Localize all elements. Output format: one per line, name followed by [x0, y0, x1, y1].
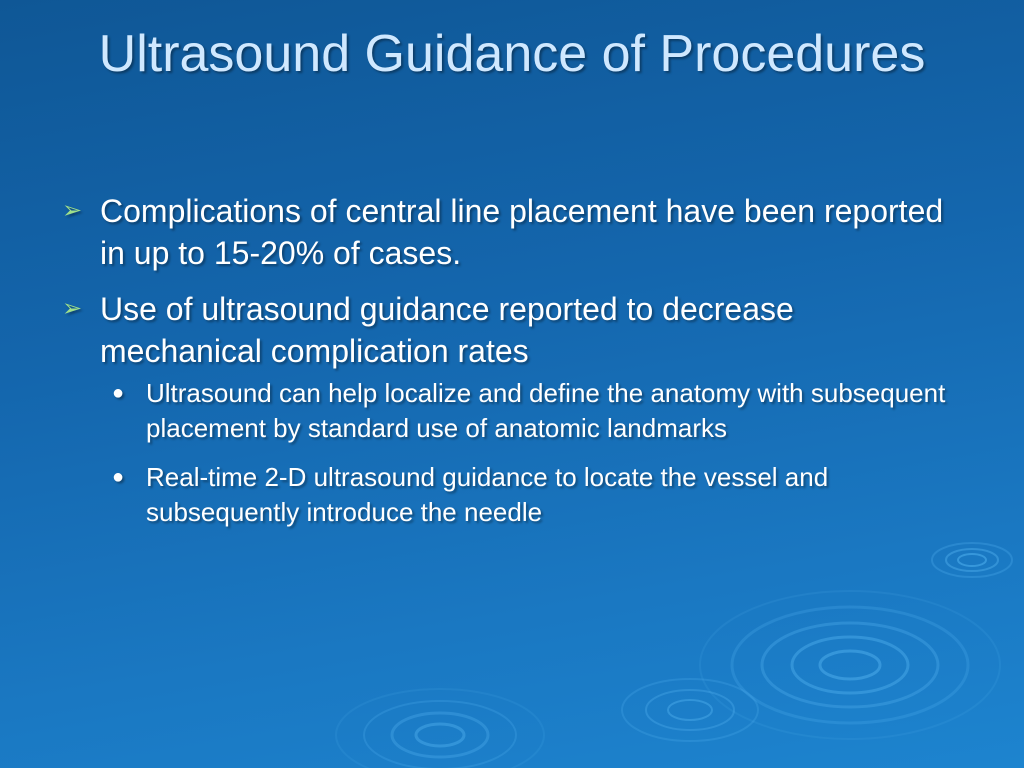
bullet-text: Complications of central line placement have been reported in up to 15-20% of cases. — [100, 193, 944, 271]
ripple-ring — [622, 679, 758, 741]
arrow-bullet-icon: ➢ — [62, 197, 83, 224]
ripple-ring — [392, 713, 488, 757]
slide-body — [62, 190, 962, 544]
ripple-ring — [792, 637, 908, 693]
bullet-text: Use of ultrasound guidance reported to decrease mechanical complication rates — [100, 291, 794, 369]
ripple-ring — [416, 724, 464, 746]
sub-bullet-item — [62, 376, 962, 446]
bullet-item — [62, 288, 962, 372]
sub-bullet-item — [62, 460, 962, 530]
ripple-ring — [700, 591, 1000, 739]
sub-bullet-text: Real-time 2-D ultrasound guidance to locate the vessel and subsequently introduce the needle — [146, 462, 829, 527]
slide-title: Ultrasound Guidance of Procedures — [98, 25, 926, 83]
dot-bullet-icon: ● — [112, 382, 125, 404]
ripple-ring — [646, 690, 734, 730]
ripple-ring — [946, 549, 998, 571]
ripple-ring — [668, 700, 712, 720]
arrow-bullet-icon: ➢ — [62, 295, 83, 322]
sub-bullet-text: Ultrasound can help localize and define the anatomy with subsequent placement by standard use of anatomic landmarks — [146, 378, 946, 443]
dot-bullet-icon: ● — [112, 466, 125, 488]
ripple-ring — [958, 554, 986, 566]
ripple-ring — [820, 651, 880, 679]
bullet-item — [62, 190, 962, 274]
